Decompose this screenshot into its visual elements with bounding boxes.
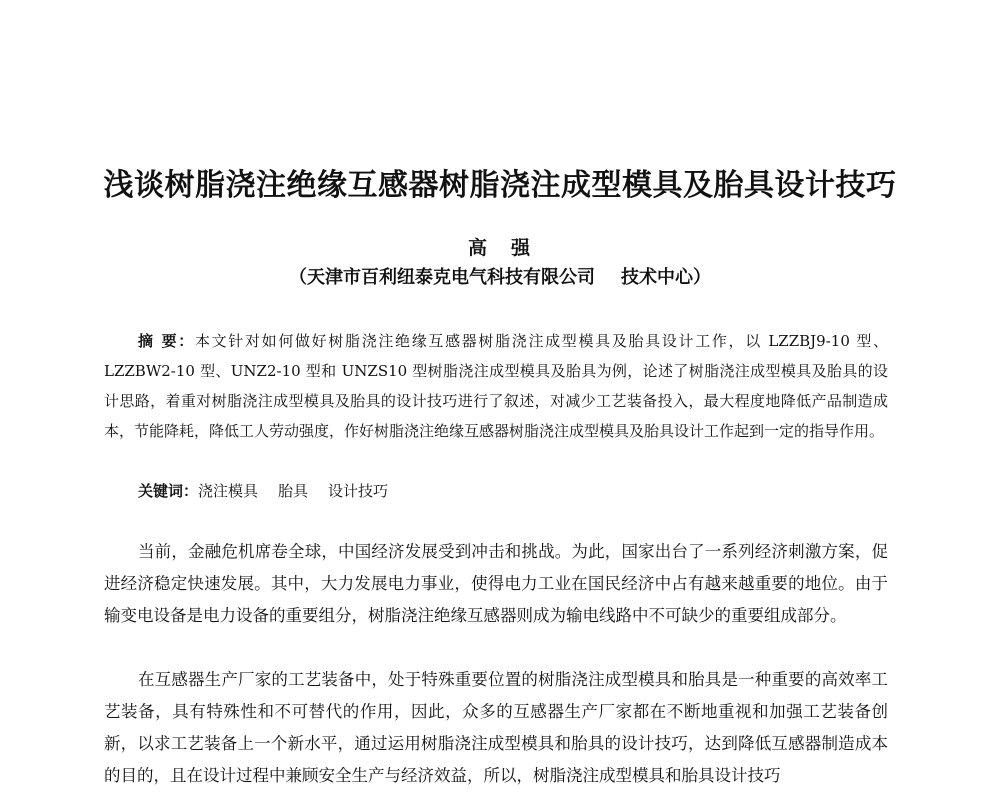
body-paragraph-2: 在互感器生产厂家的工艺装备中，处于特殊重要位置的树脂浇注成型模具和胎具是一种重要的高效率工艺装备，具有特殊性和不可替代的作用，因此，众多的互感器生产厂家都在不断地重视和加强工艺装备创新，以求工艺装备上一个新水平，通过运用树脂浇注成型模具和胎具的设计技巧，达到降低互感器制造成本的目的，且在设计过程中兼顾安全生产与经济效益，所以，树脂浇注成型模具和胎具设计技巧: [104, 670, 888, 785]
author-affiliation: [0, 264, 1000, 292]
keyword-item: 胎具: [278, 482, 309, 500]
keywords-label: 关键词：: [138, 482, 199, 500]
keywords: [104, 476, 888, 506]
affiliation-open-paren: （: [289, 267, 307, 288]
author-name: [0, 234, 1000, 262]
body-paragraph-1: 当前，金融危机席卷全球，中国经济发展受到冲击和挑战。为此，国家出台了一系列经济刺激方案，促进经济稳定快速发展。其中，大力发展电力事业，使得电力工业在国民经济中占有越来越重要的地位。由于输变电设备是电力设备的重要组分，树脂浇注绝缘互感器则成为输电线路中不可缺少的重要组成部分。: [104, 542, 888, 625]
abstract: [104, 326, 888, 446]
paper-title: 浅谈树脂浇注绝缘互感器树脂浇注成型模具及胎具设计技巧: [103, 168, 897, 203]
affiliation-organization: 天津市百利纽泰克电气科技有限公司: [307, 267, 595, 288]
abstract-text: 本文针对如何做好树脂浇注绝缘互感器树脂浇注成型模具及胎具设计工作，以 LZZBJ9-10 型、LZZBW2-10 型、UNZ2-10 型和 UNZS10 型树脂浇注成型模具及胎具为例，论述了树脂浇注成型模具及胎具的设计思路，着重对树脂浇注成型模具及胎具的设计技巧进行了叙述，对减少工艺装备投入，最大程度地降低产品制造成本，节能降耗，降低工人劳动强度，作好树脂浇注绝缘互感器树脂浇注成型模具及胎具设计工作起到一定的指导作用。: [104, 332, 888, 440]
keyword-item: 设计技巧: [328, 482, 389, 500]
keyword-item: 浇注模具: [198, 482, 259, 500]
affiliation-department: 技术中心: [621, 267, 693, 288]
author-name-char-1: 高: [467, 237, 489, 259]
abstract-label: 摘 要：: [138, 332, 195, 350]
author-name-char-2: 强: [511, 237, 533, 259]
affiliation-close-paren: ）: [693, 267, 711, 288]
